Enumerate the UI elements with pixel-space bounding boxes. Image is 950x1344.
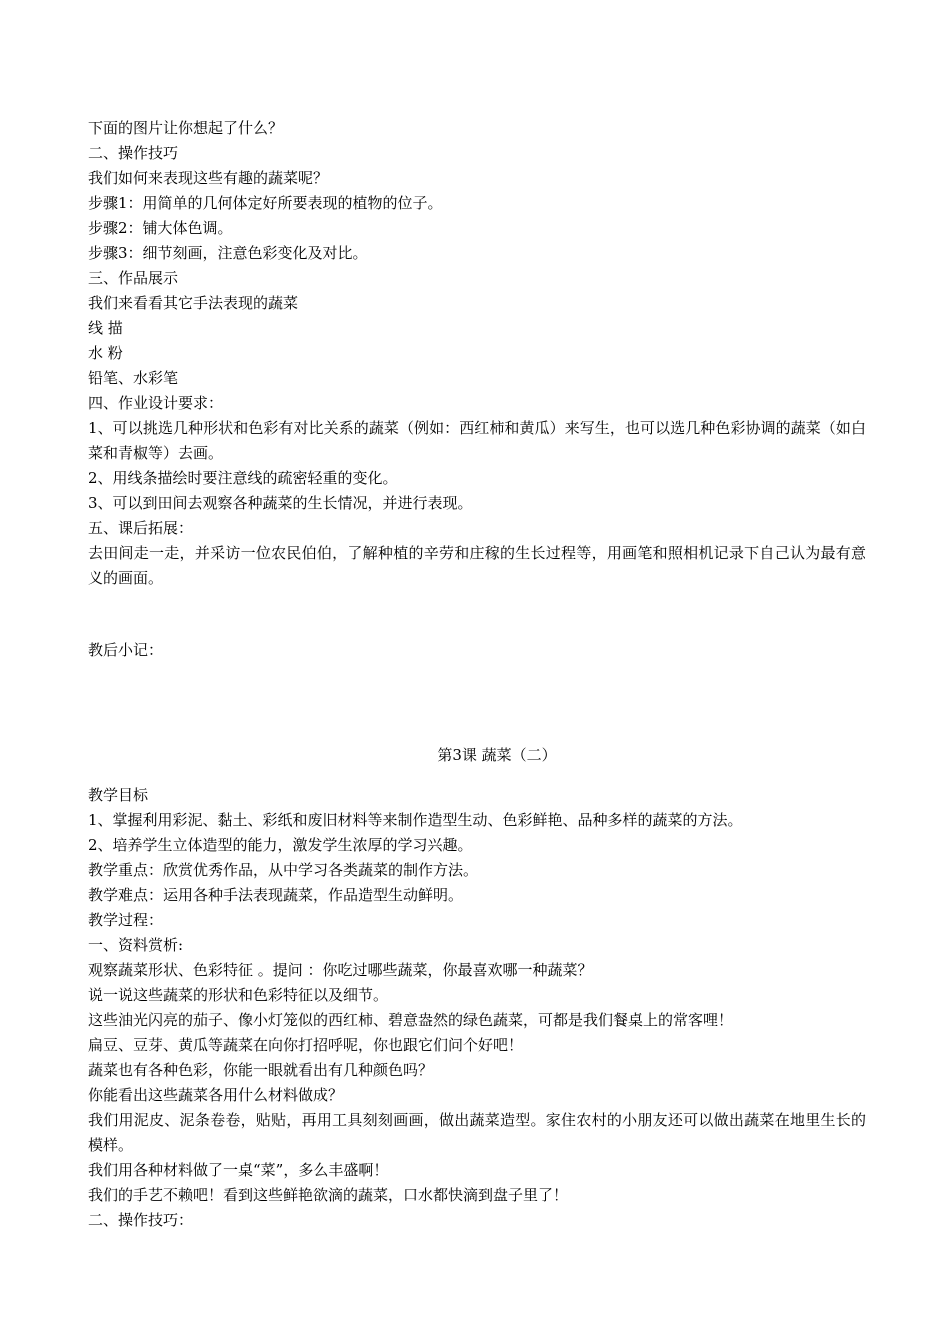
text-line: 这些油光闪亮的茄子、像小灯笼似的西红柿、碧意盎然的绿色蔬菜，可都是我们餐桌上的常客哩！ <box>88 1011 734 1029</box>
text-line: 铅笔、水彩笔 <box>88 369 179 387</box>
extension-paragraph: 去田间走一走，并采访一位农民伯伯，了解种植的辛劳和庄稼的生长过程等，用画笔和照相机记录下自己认为最有意义的画面。 <box>88 544 866 587</box>
text-line: 我们如何来表现这些有趣的蔬菜呢？ <box>88 169 329 187</box>
section-heading: 四、作业设计要求： <box>88 394 224 412</box>
objective-line: 2、培养学生立体造型的能力，激发学生浓厚的学习兴趣。 <box>88 836 473 854</box>
lesson-title: 第3课 蔬菜（二） <box>437 746 557 764</box>
text-line: 我们来看看其它手法表现的蔬菜 <box>88 294 299 312</box>
text-line: 你能看出这些蔬菜各用什么材料做成？ <box>88 1086 344 1104</box>
spacer <box>88 591 866 638</box>
section-heading: 教学目标 <box>88 786 149 804</box>
step-line: 步骤3：细节刻画，注意色彩变化及对比。 <box>88 244 368 262</box>
section-heading: 三、作品展示 <box>88 269 179 287</box>
objective-line: 1、掌握利用彩泥、黏土、彩纸和废旧材料等来制作造型生动、色彩鲜艳、品种多样的蔬菜的方法。 <box>88 811 743 829</box>
text-line: 说一说这些蔬菜的形状和色彩特征以及细节。 <box>88 986 389 1004</box>
requirement-paragraph: 1、可以挑选几种形状和色彩有对比关系的蔬菜（例如：西红柿和黄瓜）来写生，也可以选几种色彩协调的蔬菜（如白菜和青椒等）去画。 <box>88 419 866 462</box>
section-heading: 教学过程： <box>88 911 164 929</box>
teaching-notes-label: 教后小记： <box>88 641 164 659</box>
clay-paragraph: 我们用泥皮、泥条卷卷，贴贴，再用工具刻刻画画，做出蔬菜造型。家住农村的小朋友还可以做出蔬菜在地里生长的模样。 <box>88 1111 866 1154</box>
requirement-line: 2、用线条描绘时要注意线的疏密轻重的变化。 <box>88 469 398 487</box>
difficulty-line: 教学难点：运用各种手法表现蔬菜，作品造型生动鲜明。 <box>88 886 464 904</box>
step-line: 步骤2：铺大体色调。 <box>88 219 233 237</box>
text-line: 水 粉 <box>88 344 123 362</box>
text-line: 下面的图片让你想起了什么？ <box>88 119 284 137</box>
section-heading: 二、操作技巧 <box>88 144 179 162</box>
section-heading: 五、课后拓展： <box>88 519 194 537</box>
section-heading: 二、操作技巧： <box>88 1211 194 1229</box>
text-line: 蔬菜也有各种色彩，你能一眼就看出有几种颜色吗？ <box>88 1061 434 1079</box>
text-line: 线 描 <box>88 319 123 337</box>
text-line: 扁豆、豆芽、黄瓜等蔬菜在向你打招呼呢，你也跟它们问个好吧！ <box>88 1036 524 1054</box>
section-heading: 一、资料赏析: <box>88 936 184 954</box>
step-line: 步骤1：用简单的几何体定好所要表现的植物的位子。 <box>88 194 443 212</box>
document-body <box>88 116 866 1233</box>
requirement-line: 3、可以到田间去观察各种蔬菜的生长情况，并进行表现。 <box>88 494 473 512</box>
spacer <box>88 663 866 728</box>
key-point-line: 教学重点：欣赏优秀作品，从中学习各类蔬菜的制作方法。 <box>88 861 479 879</box>
text-line: 观察蔬菜形状、色彩特征 。提问 ：你吃过哪些蔬菜，你最喜欢哪一种蔬菜？ <box>88 961 593 979</box>
text-line: 我们用各种材料做了一桌“菜”，多么丰盛啊！ <box>88 1161 389 1179</box>
text-line: 我们的手艺不赖吧！看到这些鲜艳欲滴的蔬菜，口水都快滴到盘子里了！ <box>88 1186 569 1204</box>
